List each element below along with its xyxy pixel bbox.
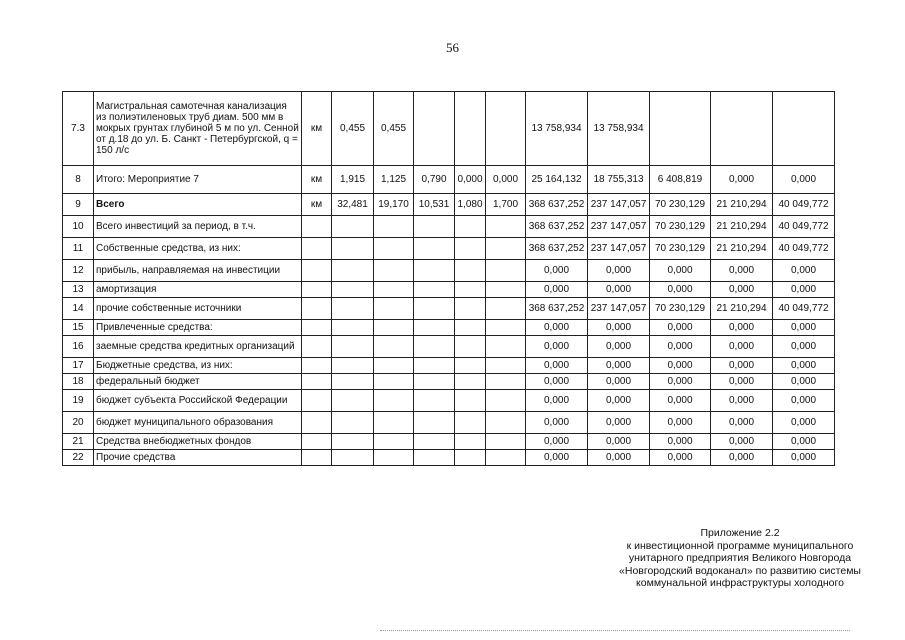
cell-name: Итого: Мероприятие 7	[94, 166, 302, 194]
cell-v4	[455, 434, 486, 450]
cell-c2: 13 758,934	[588, 92, 650, 166]
appendix-line: унитарного предприятия Великого Новгорода	[628, 552, 852, 564]
cell-v1	[332, 374, 374, 390]
cell-v1	[332, 298, 374, 320]
cell-v3	[414, 336, 455, 358]
cell-c1: 0,000	[526, 434, 588, 450]
cell-c2: 0,000	[588, 260, 650, 282]
cell-c2: 0,000	[588, 320, 650, 336]
cell-c2: 237 147,057	[588, 238, 650, 260]
cell-name: федеральный бюджет	[94, 374, 302, 390]
cell-c3: 0,000	[650, 412, 711, 434]
cell-v3	[414, 412, 455, 434]
cell-v1	[332, 390, 374, 412]
cell-c1: 0,000	[526, 336, 588, 358]
cell-v2: 0,455	[374, 92, 414, 166]
cell-name: бюджет муниципального образования	[94, 412, 302, 434]
cell-c3: 0,000	[650, 434, 711, 450]
cell-name: прочие собственные источники	[94, 298, 302, 320]
cell-c1: 368 637,252	[526, 216, 588, 238]
cell-c5: 0,000	[773, 320, 835, 336]
cell-v1	[332, 320, 374, 336]
cell-v2	[374, 412, 414, 434]
cell-unit: км	[302, 194, 332, 216]
cell-c2: 0,000	[588, 434, 650, 450]
cell-c3: 6 408,819	[650, 166, 711, 194]
cell-num: 13	[63, 282, 94, 298]
cell-c2: 237 147,057	[588, 298, 650, 320]
cell-unit	[302, 450, 332, 466]
cell-unit	[302, 282, 332, 298]
cell-c4: 0,000	[711, 260, 773, 282]
cell-num: 18	[63, 374, 94, 390]
scan-artifact-line	[380, 630, 850, 631]
cell-v2	[374, 450, 414, 466]
cell-c5: 40 049,772	[773, 298, 835, 320]
cell-v1	[332, 260, 374, 282]
cell-num: 22	[63, 450, 94, 466]
cell-v3	[414, 450, 455, 466]
cell-v2: 1,125	[374, 166, 414, 194]
cell-v1	[332, 450, 374, 466]
cell-v5	[486, 320, 526, 336]
cell-v2	[374, 216, 414, 238]
appendix-title: Приложение 2.2	[700, 527, 780, 539]
cell-c4	[711, 92, 773, 166]
cell-c2: 0,000	[588, 358, 650, 374]
cell-c2: 0,000	[588, 412, 650, 434]
cell-v3	[414, 216, 455, 238]
cell-c2: 237 147,057	[588, 194, 650, 216]
cell-c1: 0,000	[526, 320, 588, 336]
cell-c4: 0,000	[711, 390, 773, 412]
appendix-line: к инвестиционной программе муниципального	[626, 539, 854, 552]
cell-v4	[455, 358, 486, 374]
cell-v5	[486, 298, 526, 320]
cell-name: Всего инвестиций за период, в т.ч.	[94, 216, 302, 238]
cell-v4	[455, 216, 486, 238]
cell-c5: 40 049,772	[773, 194, 835, 216]
cell-num: 10	[63, 216, 94, 238]
cell-v4	[455, 336, 486, 358]
cell-c4: 21 210,294	[711, 298, 773, 320]
cell-v3	[414, 374, 455, 390]
cell-c5: 0,000	[773, 282, 835, 298]
cell-c3: 70 230,129	[650, 216, 711, 238]
table-row	[63, 450, 835, 466]
table-row	[63, 374, 835, 390]
cell-num: 15	[63, 320, 94, 336]
cell-c3: 0,000	[650, 336, 711, 358]
cell-v1	[332, 282, 374, 298]
cell-c2: 237 147,057	[588, 216, 650, 238]
cell-v2	[374, 320, 414, 336]
cell-num: 12	[63, 260, 94, 282]
cell-c4: 0,000	[711, 412, 773, 434]
cell-name: прибыль, направляемая на инвестиции	[94, 260, 302, 282]
cell-unit	[302, 238, 332, 260]
table-row	[63, 282, 835, 298]
cell-v4	[455, 320, 486, 336]
cell-v4	[455, 390, 486, 412]
cell-c3	[650, 92, 711, 166]
cell-v5	[486, 412, 526, 434]
cell-v5	[486, 216, 526, 238]
cell-unit	[302, 216, 332, 238]
cell-c1: 0,000	[526, 374, 588, 390]
cell-v5: 0,000	[486, 166, 526, 194]
cell-unit: км	[302, 166, 332, 194]
cell-v3	[414, 298, 455, 320]
cell-unit	[302, 358, 332, 374]
cell-v5	[486, 336, 526, 358]
table-body	[63, 92, 835, 466]
cell-num: 16	[63, 336, 94, 358]
cell-c1: 13 758,934	[526, 92, 588, 166]
cell-c4: 0,000	[711, 282, 773, 298]
cell-v1	[332, 412, 374, 434]
cell-c4: 0,000	[711, 336, 773, 358]
cell-v2	[374, 374, 414, 390]
table-row	[63, 216, 835, 238]
cell-c5: 0,000	[773, 358, 835, 374]
cell-num: 8	[63, 166, 94, 194]
table-row	[63, 412, 835, 434]
table-row	[63, 390, 835, 412]
cell-v1: 32,481	[332, 194, 374, 216]
cell-unit	[302, 374, 332, 390]
cell-v4	[455, 238, 486, 260]
cell-unit	[302, 298, 332, 320]
cell-c4: 21 210,294	[711, 238, 773, 260]
cell-c3: 0,000	[650, 260, 711, 282]
cell-v3: 10,531	[414, 194, 455, 216]
cell-unit	[302, 434, 332, 450]
cell-c3: 0,000	[650, 450, 711, 466]
cell-num: 11	[63, 238, 94, 260]
cell-c2: 0,000	[588, 336, 650, 358]
cell-v3	[414, 434, 455, 450]
cell-c4: 0,000	[711, 374, 773, 390]
cell-v4	[455, 92, 486, 166]
cell-c1: 0,000	[526, 412, 588, 434]
cell-c5: 0,000	[773, 450, 835, 466]
cell-v4	[455, 282, 486, 298]
cell-c4: 0,000	[711, 450, 773, 466]
cell-c5: 0,000	[773, 166, 835, 194]
cell-v4	[455, 412, 486, 434]
appendix-caption	[600, 527, 880, 590]
cell-c5: 40 049,772	[773, 238, 835, 260]
cell-c5: 40 049,772	[773, 216, 835, 238]
table-row	[63, 238, 835, 260]
cell-v3	[414, 358, 455, 374]
cell-v5	[486, 92, 526, 166]
cell-c5: 0,000	[773, 260, 835, 282]
table-row	[63, 336, 835, 358]
cell-v5	[486, 450, 526, 466]
cell-name: Привлеченные средства:	[94, 320, 302, 336]
cell-unit	[302, 336, 332, 358]
cell-c5: 0,000	[773, 412, 835, 434]
cell-v5: 1,700	[486, 194, 526, 216]
cell-num: 19	[63, 390, 94, 412]
cell-v3	[414, 260, 455, 282]
cell-c3: 0,000	[650, 358, 711, 374]
table-row	[63, 434, 835, 450]
cell-c1: 0,000	[526, 390, 588, 412]
cell-c1: 368 637,252	[526, 238, 588, 260]
cell-v1	[332, 434, 374, 450]
cell-v1	[332, 358, 374, 374]
cell-v3	[414, 238, 455, 260]
table-row	[63, 92, 835, 166]
cell-name: Прочие средства	[94, 450, 302, 466]
appendix-line: коммунальной инфраструктуры холодного	[636, 577, 844, 589]
cell-v1	[332, 216, 374, 238]
cell-v3	[414, 390, 455, 412]
cell-v3	[414, 320, 455, 336]
table-row	[63, 358, 835, 374]
cell-unit	[302, 260, 332, 282]
cell-c4: 0,000	[711, 320, 773, 336]
table-row	[63, 166, 835, 194]
cell-v1	[332, 238, 374, 260]
cell-c3: 70 230,129	[650, 298, 711, 320]
table-row	[63, 320, 835, 336]
cell-c4: 0,000	[711, 166, 773, 194]
table-row	[63, 194, 835, 216]
cell-c1: 0,000	[526, 282, 588, 298]
cell-name: бюджет субъекта Российской Федерации	[94, 390, 302, 412]
cell-v5	[486, 260, 526, 282]
cell-v4: 0,000	[455, 166, 486, 194]
cell-name: амортизация	[94, 282, 302, 298]
cell-v5	[486, 282, 526, 298]
cell-c3: 0,000	[650, 320, 711, 336]
cell-v2	[374, 298, 414, 320]
cell-v4	[455, 298, 486, 320]
cell-c3: 70 230,129	[650, 238, 711, 260]
cell-v2	[374, 434, 414, 450]
investment-table	[62, 91, 835, 466]
cell-v3	[414, 282, 455, 298]
cell-num: 20	[63, 412, 94, 434]
table-row	[63, 298, 835, 320]
cell-unit	[302, 390, 332, 412]
cell-v1	[332, 336, 374, 358]
cell-v5	[486, 374, 526, 390]
cell-unit	[302, 320, 332, 336]
cell-v5	[486, 390, 526, 412]
cell-num: 17	[63, 358, 94, 374]
cell-c1: 0,000	[526, 260, 588, 282]
cell-c4: 0,000	[711, 434, 773, 450]
cell-v2	[374, 282, 414, 298]
cell-num: 9	[63, 194, 94, 216]
cell-v2: 19,170	[374, 194, 414, 216]
cell-v5	[486, 434, 526, 450]
cell-c1: 0,000	[526, 450, 588, 466]
cell-c3: 0,000	[650, 282, 711, 298]
cell-c5: 0,000	[773, 374, 835, 390]
cell-v1: 1,915	[332, 166, 374, 194]
cell-name: Всего	[94, 194, 302, 216]
cell-c5	[773, 92, 835, 166]
cell-v2	[374, 336, 414, 358]
cell-name: Бюджетные средства, из них:	[94, 358, 302, 374]
cell-v2	[374, 238, 414, 260]
cell-c1: 25 164,132	[526, 166, 588, 194]
table-row	[63, 260, 835, 282]
cell-name: Магистральная самотечная канализация из полиэтиленовых труб диам. 500 мм в мокрых грунтах глубиной 5 м по ул. Сенной от д.18 до ул. Б. Санкт - Петербургской, q = 150 л/с	[94, 92, 302, 166]
cell-c1: 368 637,252	[526, 298, 588, 320]
cell-c3: 0,000	[650, 390, 711, 412]
cell-c3: 70 230,129	[650, 194, 711, 216]
cell-c2: 0,000	[588, 390, 650, 412]
cell-num: 14	[63, 298, 94, 320]
cell-v5	[486, 238, 526, 260]
cell-v4	[455, 450, 486, 466]
cell-unit	[302, 412, 332, 434]
cell-v2	[374, 390, 414, 412]
appendix-line: «Новгородский водоканал» по развитию системы	[619, 564, 861, 577]
cell-c5: 0,000	[773, 434, 835, 450]
cell-c4: 0,000	[711, 358, 773, 374]
cell-unit: км	[302, 92, 332, 166]
cell-c3: 0,000	[650, 374, 711, 390]
cell-v3	[414, 92, 455, 166]
cell-c1: 0,000	[526, 358, 588, 374]
cell-c1: 368 637,252	[526, 194, 588, 216]
cell-num: 7.3	[63, 92, 94, 166]
cell-v3: 0,790	[414, 166, 455, 194]
cell-c2: 0,000	[588, 374, 650, 390]
cell-c4: 21 210,294	[711, 216, 773, 238]
cell-v5	[486, 358, 526, 374]
cell-name: Средства внебюджетных фондов	[94, 434, 302, 450]
cell-v1: 0,455	[332, 92, 374, 166]
cell-v4	[455, 260, 486, 282]
cell-c2: 18 755,313	[588, 166, 650, 194]
cell-name: заемные средства кредитных организаций	[94, 336, 302, 358]
cell-c5: 0,000	[773, 390, 835, 412]
cell-c4: 21 210,294	[711, 194, 773, 216]
cell-v4	[455, 374, 486, 390]
cell-v2	[374, 260, 414, 282]
cell-v2	[374, 358, 414, 374]
cell-c2: 0,000	[588, 450, 650, 466]
cell-v4: 1,080	[455, 194, 486, 216]
page-number: 56	[446, 40, 459, 55]
cell-c2: 0,000	[588, 282, 650, 298]
cell-c5: 0,000	[773, 336, 835, 358]
cell-name: Собственные средства, из них:	[94, 238, 302, 260]
cell-num: 21	[63, 434, 94, 450]
